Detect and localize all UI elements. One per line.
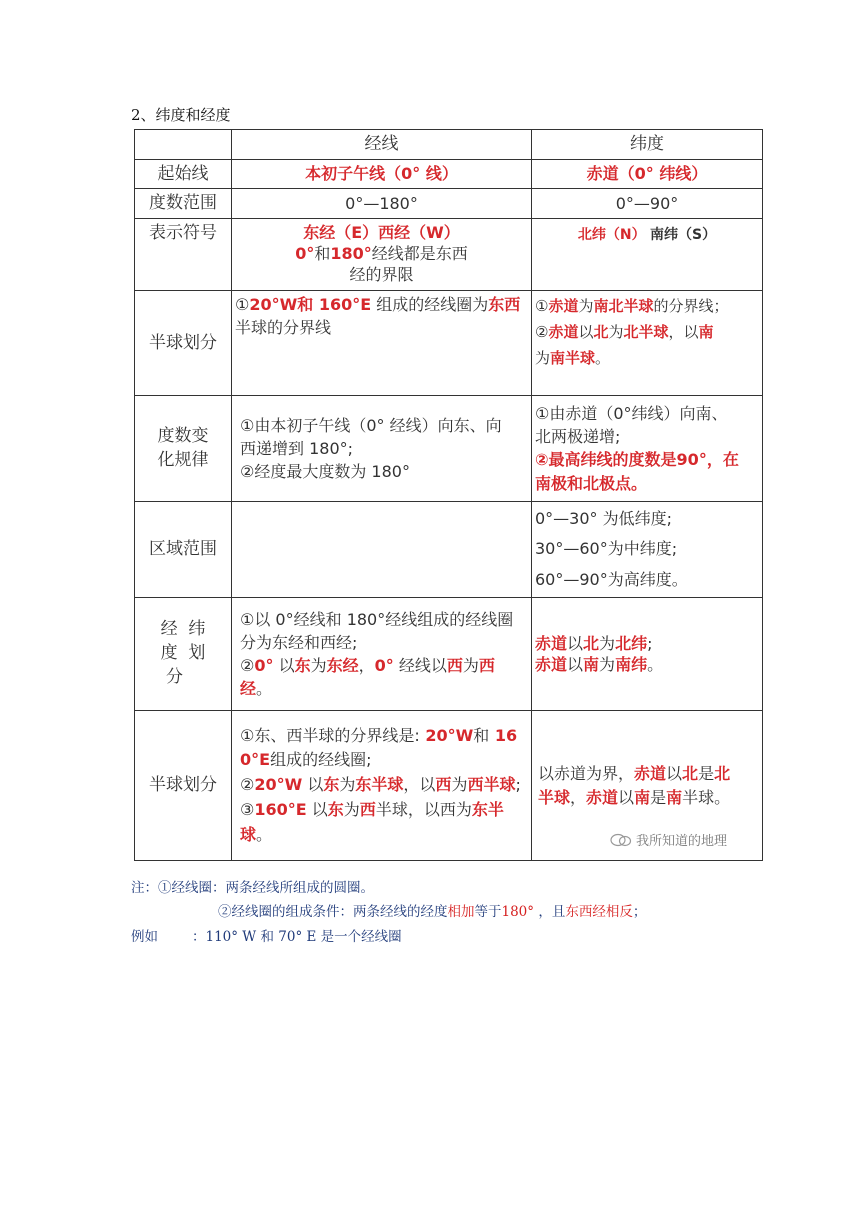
text: 以 bbox=[666, 764, 683, 784]
text: 和 bbox=[314, 244, 331, 264]
text: 以赤道为界， bbox=[538, 764, 635, 784]
text-red: 东 bbox=[294, 656, 311, 676]
jing-line bbox=[240, 748, 528, 773]
wei-line: 30°—60°为中纬度; bbox=[535, 539, 678, 559]
jing-line: 分为东经和西经; bbox=[240, 632, 358, 652]
section-title: 2、纬度和经度 bbox=[131, 106, 231, 124]
text: ； bbox=[632, 904, 647, 920]
text-red: 西半球 bbox=[467, 775, 516, 795]
text: ，且 bbox=[534, 904, 566, 920]
text-red: 北 bbox=[714, 764, 731, 784]
text: 。 bbox=[256, 824, 273, 844]
text-red: 赤道 bbox=[548, 323, 579, 342]
text-red: 南 bbox=[698, 323, 714, 342]
text-red: 20°W和 160°E bbox=[249, 294, 372, 314]
text: ：110° W 和 70° E 是一个经线圈 bbox=[192, 929, 402, 945]
text-red: 东西 bbox=[488, 294, 521, 314]
text: ② bbox=[535, 323, 549, 342]
text-red: 赤道 bbox=[634, 764, 667, 784]
text: 半球的分界线 bbox=[235, 318, 332, 338]
jing-line bbox=[240, 798, 528, 823]
text: 为 bbox=[599, 633, 616, 653]
text-red: 0° bbox=[254, 656, 274, 676]
text: 。 bbox=[595, 349, 611, 368]
text: 为 bbox=[462, 656, 479, 676]
row-label-line: 经 纬 bbox=[160, 619, 206, 640]
table-row-symbol bbox=[135, 218, 763, 290]
note-line-3 bbox=[131, 925, 402, 945]
jing-cell bbox=[232, 290, 532, 395]
text-red: 北半球 bbox=[623, 323, 669, 342]
text: ① bbox=[235, 294, 250, 314]
text-red: 东半球 bbox=[355, 775, 404, 795]
text: 的分界线； bbox=[653, 296, 729, 315]
text: ① bbox=[535, 296, 549, 315]
jing-cell bbox=[232, 218, 532, 290]
wei-line: 60°—90°为高纬度。 bbox=[535, 569, 688, 589]
text: ， bbox=[570, 787, 587, 807]
table-header-row bbox=[135, 130, 763, 160]
wei-cell: 0°—90° bbox=[532, 189, 763, 219]
jing-cell: 本初子午线（0° 线） bbox=[232, 159, 532, 189]
wei-line bbox=[535, 633, 759, 655]
text: ; bbox=[515, 775, 521, 795]
text: ; bbox=[647, 633, 653, 653]
text-red: 16 bbox=[489, 725, 518, 745]
text-red: 东 bbox=[323, 775, 340, 795]
note-line-2 bbox=[218, 900, 646, 920]
text: 为 bbox=[535, 349, 551, 368]
text: 为 bbox=[578, 296, 594, 315]
jing-cell: 0°—180° bbox=[232, 189, 532, 219]
text: 组成的经线圈; bbox=[270, 750, 372, 770]
text-red: 北 bbox=[583, 633, 600, 653]
table-row-division bbox=[135, 598, 763, 711]
text-red: 西 bbox=[435, 775, 452, 795]
wei-line bbox=[535, 654, 759, 676]
wei-cell bbox=[532, 501, 763, 597]
text: 以 bbox=[302, 775, 324, 795]
text: 是 bbox=[698, 764, 715, 784]
row-label-line: 分 bbox=[166, 666, 183, 687]
row-label-line: 度数变 bbox=[157, 425, 209, 446]
text: ③ bbox=[240, 799, 255, 819]
row-label-line: 度 划 bbox=[160, 643, 206, 664]
text-red: 180° bbox=[501, 904, 535, 920]
jing-cell bbox=[232, 395, 532, 501]
text: 例如 bbox=[131, 929, 158, 945]
text: 经线都是东西 bbox=[371, 244, 468, 264]
text-red: 北纬（N） bbox=[577, 226, 646, 243]
jing-line: 经的界限 bbox=[349, 264, 414, 284]
watermark-text: 我所知道的地理 bbox=[636, 834, 728, 849]
table-row-change-rule bbox=[135, 395, 763, 501]
wei-line: 北两极递增; bbox=[535, 427, 621, 447]
text: 以 bbox=[578, 323, 594, 342]
text: 以 bbox=[567, 633, 584, 653]
text: 为 bbox=[599, 655, 616, 675]
jing-line bbox=[235, 244, 528, 265]
text: 。 bbox=[256, 679, 273, 699]
text: 经线以 bbox=[393, 656, 447, 676]
text: ② bbox=[240, 775, 255, 795]
header-empty bbox=[135, 130, 232, 160]
text: ， bbox=[358, 656, 375, 676]
text: 组成的经线圈为 bbox=[371, 294, 489, 314]
text-red: 南纬 bbox=[615, 655, 648, 675]
header-weidu: 纬度 bbox=[532, 130, 763, 160]
text-red: 北纬 bbox=[615, 633, 648, 653]
text-red: 东经 bbox=[326, 656, 359, 676]
text-red: 0° bbox=[295, 244, 315, 264]
text: 以 bbox=[306, 799, 328, 819]
wei-line bbox=[538, 762, 759, 785]
text-red: 西 bbox=[446, 656, 463, 676]
row-label: 表示符号 bbox=[135, 218, 232, 290]
text: 为 bbox=[310, 656, 327, 676]
wei-line: 0°—30° 为低纬度; bbox=[535, 508, 673, 528]
row-label: 半球划分 bbox=[135, 290, 232, 395]
jing-cell bbox=[232, 711, 532, 861]
wei-line bbox=[538, 786, 759, 809]
comparison-table bbox=[134, 129, 763, 861]
row-label-line: 化规律 bbox=[157, 450, 209, 471]
jing-cell bbox=[232, 598, 532, 711]
jing-line bbox=[240, 654, 528, 677]
wei-cell bbox=[532, 290, 763, 395]
jing-line: ②经度最大度数为 180° bbox=[240, 462, 410, 482]
jing-cell bbox=[232, 501, 532, 597]
jing-line: ①由本初子午线（0° 经线）向东、向 bbox=[240, 415, 502, 435]
text-red: 南北半球 bbox=[593, 296, 654, 315]
jing-line bbox=[240, 677, 528, 700]
text-red: 球 bbox=[240, 824, 257, 844]
note-line-1: 注：①经线圈：两条经线所组成的圆圈。 bbox=[131, 880, 374, 896]
wei-cell bbox=[532, 395, 763, 501]
text: ② bbox=[240, 656, 255, 676]
text: 南纬（S） bbox=[650, 226, 717, 243]
text-red: 180° bbox=[330, 244, 372, 264]
text-red: 南 bbox=[583, 655, 600, 675]
jing-line bbox=[240, 724, 528, 749]
row-label bbox=[135, 395, 232, 501]
text-red: 东西经相反 bbox=[565, 904, 633, 920]
table-row-hemisphere-1 bbox=[135, 290, 763, 395]
text-red: 赤道 bbox=[586, 787, 619, 807]
wei-cell bbox=[532, 598, 763, 711]
text: 以 bbox=[618, 787, 635, 807]
text-red: 东 bbox=[327, 799, 344, 819]
text: 半球，以西为 bbox=[375, 799, 472, 819]
row-label: 起始线 bbox=[135, 159, 232, 189]
text-red: 0° bbox=[374, 656, 394, 676]
text: 。 bbox=[647, 655, 664, 675]
text: 以 bbox=[273, 656, 295, 676]
text-red: 西 bbox=[359, 799, 376, 819]
text: 半球。 bbox=[682, 787, 731, 807]
text-red: 南 bbox=[666, 787, 683, 807]
wei-line: 南极和北极点。 bbox=[535, 473, 648, 493]
text: ①东、西半球的分界线是: bbox=[240, 725, 420, 745]
text-red: 20°W bbox=[254, 775, 303, 795]
text: 和 bbox=[473, 725, 490, 745]
text-red: 半球 bbox=[538, 787, 571, 807]
text: 为 bbox=[343, 799, 360, 819]
text: ，以 bbox=[668, 323, 699, 342]
text-red: 赤道 bbox=[535, 633, 568, 653]
table-row-region bbox=[135, 501, 763, 597]
text-red: 经 bbox=[240, 679, 257, 699]
text: 以 bbox=[567, 655, 584, 675]
row-label: 区域范围 bbox=[135, 501, 232, 597]
latitude-longitude-table bbox=[134, 129, 762, 862]
wei-cell bbox=[532, 218, 763, 290]
text-red: 西 bbox=[478, 656, 495, 676]
jing-line bbox=[240, 823, 528, 848]
jing-line: ①以 0°经线和 180°经线组成的经线圈 bbox=[240, 609, 514, 629]
table-row-start-line bbox=[135, 159, 763, 189]
wei-line: ②最高纬线的度数是90°，在 bbox=[535, 450, 739, 470]
row-label: 度数范围 bbox=[135, 189, 232, 219]
jing-line: 西递增到 180°; bbox=[240, 438, 354, 458]
text-red: 东半 bbox=[471, 799, 504, 819]
text: 等于 bbox=[474, 904, 502, 920]
text: 为 bbox=[451, 775, 468, 795]
wei-line: ①由赤道（0°纬线）向南、 bbox=[535, 404, 728, 424]
text-red: 北 bbox=[682, 764, 699, 784]
jing-line bbox=[240, 773, 528, 798]
text-red: 北 bbox=[593, 323, 609, 342]
text-red: 0°E bbox=[240, 750, 271, 770]
row-label bbox=[135, 598, 232, 711]
text: 为 bbox=[339, 775, 356, 795]
text-red: 南半球 bbox=[550, 349, 596, 368]
header-jingxian: 经线 bbox=[232, 130, 532, 160]
text-red: 赤道 bbox=[548, 296, 579, 315]
text-red: 赤道 bbox=[535, 655, 568, 675]
text: ，以 bbox=[403, 775, 436, 795]
text-red: 相加 bbox=[447, 904, 475, 920]
row-label: 半球划分 bbox=[135, 711, 232, 861]
wei-cell: 赤道（0° 纬线） bbox=[532, 159, 763, 189]
text-red: 160°E bbox=[254, 799, 307, 819]
text: ②经线圈的组成条件：两条经线的经度 bbox=[218, 904, 448, 920]
text-red: 20°W bbox=[419, 725, 474, 745]
text: 是 bbox=[650, 787, 667, 807]
watermark bbox=[610, 830, 727, 849]
text-red: 南 bbox=[634, 787, 651, 807]
table-row-range bbox=[135, 189, 763, 219]
wechat-icon bbox=[610, 833, 632, 847]
text: 为 bbox=[608, 323, 624, 342]
jing-line: 东经（E）西经（W） bbox=[303, 223, 460, 243]
